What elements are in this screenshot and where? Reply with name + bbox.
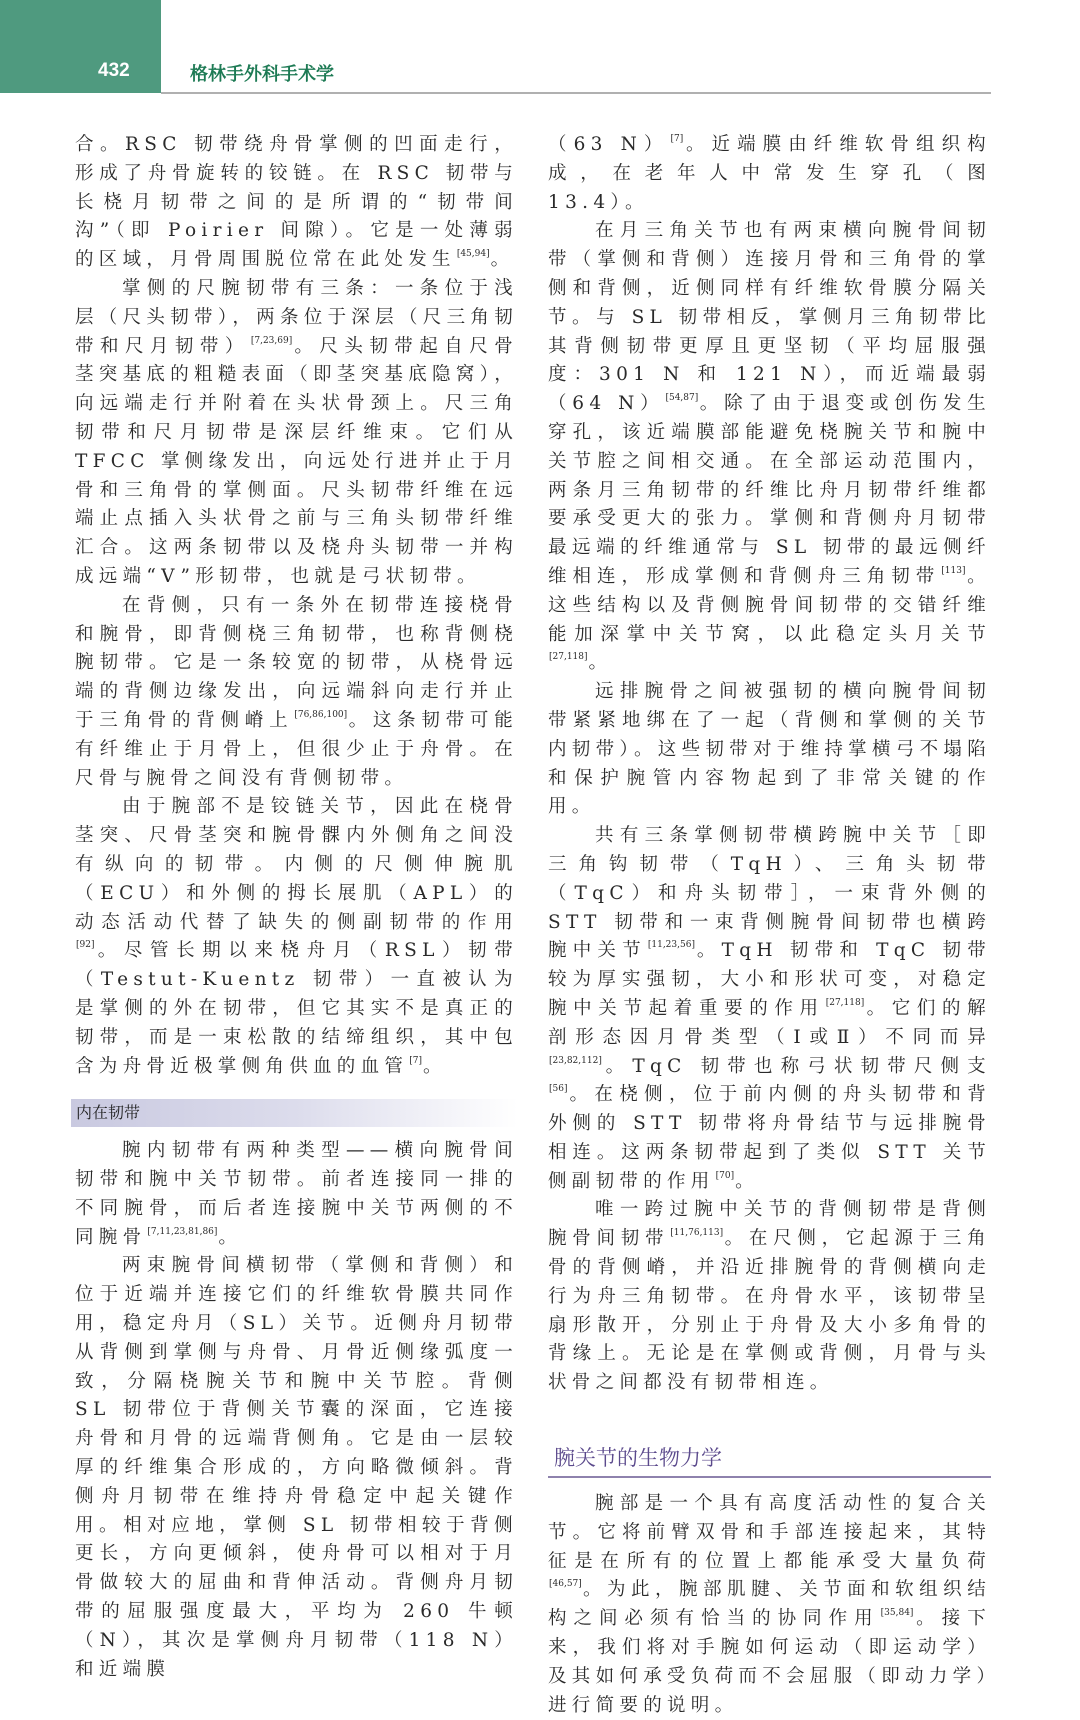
- paragraph-text: 。接下来，我们将对手腕如何运动（即运动学）及其如何承受负荷而不会屈服（即动力学）进行简要的说明。: [548, 1608, 991, 1716]
- page-number: 432: [98, 60, 130, 81]
- paragraph-text: 。TqC 韧带也称弓状韧带尺侧支: [602, 1055, 991, 1077]
- citation-ref: [11,23,56]: [647, 940, 695, 951]
- citation-ref: [76,86,100]: [294, 709, 348, 720]
- body-paragraph: [548, 822, 991, 1196]
- right-paragraphs: [548, 131, 991, 1398]
- header-color-block: [0, 0, 161, 93]
- paragraph-text: 共有三条掌侧韧带横跨腕中关节［即三角钩韧带（TqH）、三角头韧带（TqC）和舟头韧带］，一束背外侧的 STT 韧带和一束背侧腕骨间韧带也横跨腕中关节: [548, 825, 991, 962]
- paragraph-text: 。除了由于退变或创伤发生穿孔，该近端膜部能避免桡腕关节和腕中关节腔之间相交通。在全部运动范围内，两条月三角韧带的纤维比舟月韧带纤维都要承受更大的张力。掌侧和背侧舟月韧带最远端的纤维通常与 SL 韧带的最远侧纤维相连，形成掌侧和背侧舟三角韧带: [548, 393, 991, 587]
- paragraph-text: 。为此，腕部肌腱、关节面和软组织结构之间必须有恰当的协同作用: [548, 1579, 991, 1630]
- right-paragraphs-2: [548, 1490, 991, 1720]
- citation-ref: [7]: [670, 134, 684, 144]
- body-paragraph: [75, 592, 518, 794]
- paragraph-text: 腕内韧带有两种类型——横向腕骨间韧带和腕中关节韧带。前者连接同一排的不同腕骨，而后者连接腕中关节两侧的不同腕骨: [75, 1140, 518, 1248]
- citation-ref: [46,57]: [549, 1579, 582, 1590]
- paragraph-text: 。: [588, 652, 613, 674]
- body-paragraph: [548, 131, 991, 217]
- citation-ref: [7,23,69]: [250, 335, 293, 346]
- paragraph-text: 。它们的解剖形态因月骨类型（Ⅰ或Ⅱ）不同而异: [548, 997, 991, 1048]
- citation-ref: [27,118]: [825, 997, 865, 1008]
- body-paragraph: [75, 1137, 518, 1252]
- citation-ref: [70]: [715, 1170, 735, 1181]
- citation-ref: [11,76,113]: [670, 1228, 724, 1239]
- citation-ref: [45,94]: [456, 249, 490, 260]
- body-paragraph: [75, 1252, 518, 1684]
- paragraph-text: 。: [218, 1226, 243, 1248]
- body-paragraph: [548, 217, 991, 678]
- paragraph-text: 。近端膜由纤维软骨组织构成，在老年人中常发生穿孔（图 13.4）。: [548, 134, 991, 213]
- paragraph-text: 。这条韧带可能有纤维止于月骨上，但很少止于舟骨。在尺骨与腕骨之间没有背侧韧带。: [75, 709, 518, 789]
- paragraph-text: 。: [422, 1055, 447, 1077]
- left-paragraphs: [75, 131, 518, 1081]
- paragraph-text: 。TqH 韧带和 TqC 韧带较为厚实强韧，大小和形状可变，对稳定腕中关节起着重要的作用: [548, 940, 991, 1019]
- paragraph-text: （63 N）: [548, 134, 670, 155]
- paragraph-text: 唯一跨过腕中关节的背侧韧带是背侧腕骨间韧带: [548, 1199, 991, 1250]
- section-heading-biomechanics: 腕关节的生物力学: [548, 1438, 991, 1478]
- left-column: [75, 131, 518, 1684]
- paragraph-text: 。在尺侧，它起源于三角骨的背侧嵴，并沿近排腕骨的背侧横向走行为舟三角韧带。在舟骨水平，该韧带呈扇形散开，分别止于舟骨及大小多角骨的背缘上。无论是在掌侧或背侧，月骨与头状骨之间都没有韧带相连。: [548, 1228, 991, 1394]
- right-column: [548, 131, 991, 1720]
- left-paragraphs-2: [75, 1137, 518, 1684]
- body-paragraph: [548, 678, 991, 822]
- paragraph-text: 由于腕部不是铰链关节，因此在桡骨茎突、尺骨茎突和腕骨髁内外侧角之间没有纵向的韧带。内侧的尺侧伸腕肌（ECU）和外侧的拇长展肌（APL）的动态活动代替了缺失的侧副韧带的作用: [75, 796, 518, 933]
- paragraph-text: 腕部是一个具有高度活动性的复合关节。它将前臂双骨和手部连接起来，其特征是在所有的位置上都能承受大量负荷: [548, 1493, 991, 1572]
- paragraph-text: 掌侧的尺腕韧带有三条：一条位于浅层（尺头韧带），两条位于深层（尺三角韧带和尺月韧带）: [75, 277, 518, 357]
- citation-ref: [27,118]: [549, 652, 588, 663]
- section-heading-intrinsic-ligaments: 内在韧带: [71, 1099, 518, 1127]
- paragraph-text: 两束腕骨间横韧带（掌侧和背侧）和位于近端并连接它们的纤维软骨膜共同作用，稳定舟月（SL）关节。近侧舟月韧带从背侧到掌侧与舟骨、月骨近侧缘弧度一致，分隔桡腕关节和腕中关节腔。背侧 SL 韧带位于背侧关节囊的深面，它连接舟骨和月骨的远端背侧角。它是由一层较厚的纤维集合形成的，方向略微倾斜。背侧舟月韧带在维持舟骨稳定中起关键作用。相对应地，掌侧 SL 韧带相较于背侧更长，方向更倾斜，使舟骨可以相对于月骨做较大的屈曲和背伸活动。背侧舟月韧带的屈服强度最大，平均为 260 牛顿（N），其次是掌侧舟月韧带（118 N）和近端膜: [75, 1255, 518, 1680]
- header-divider: [161, 92, 991, 94]
- citation-ref: [7,11,23,81,86]: [147, 1226, 218, 1237]
- citation-ref: [7]: [409, 1055, 422, 1066]
- paragraph-text: 。尺头韧带起自尺骨茎突基底的粗糙表面（即茎突基底隐窝），向远端走行并附着在头状骨颈上。尺三角韧带和尺月韧带是深层纤维束。它们从 TFCC 掌侧缘发出，向远处行进并止于月骨和三角骨的掌侧面。尺头韧带纤维在远端止点插入头状骨之前与三角头韧带纤维汇合。这两条韧带以及桡舟头韧带一并构成远端“V”形韧带，也就是弓状韧带。: [75, 335, 519, 587]
- paragraph-text: 。: [735, 1170, 759, 1192]
- body-paragraph: [75, 275, 518, 592]
- paragraph-text: 。这些结构以及背侧腕骨间韧带的交错纤维能加深掌中关节窝，以此稳定头月关节: [548, 565, 991, 645]
- citation-ref: [35,84]: [880, 1608, 914, 1619]
- citation-ref: [56]: [549, 1084, 568, 1095]
- paragraph-text: 远排腕骨之间被强韧的横向腕骨间韧带紧紧地绑在了一起（背侧和掌侧的关节内韧带）。这些韧带对于维持掌横弓不塌陷和保护腕管内容物起到了非常关键的作用。: [548, 681, 991, 818]
- paragraph-text: 。尽管长期以来桡舟月（RSL）韧带（Testut-Kuentz 韧带）一直被认为是掌侧的外在韧带，但它其实不是真正的韧带，而是一束松散的结缔组织，其中包含为舟骨近极掌侧角供血的血管: [75, 940, 518, 1077]
- citation-ref: [92]: [76, 940, 95, 951]
- citation-ref: [23,82,112]: [549, 1055, 602, 1066]
- paragraph-text: 合。RSC 韧带绕舟骨掌侧的凹面走行，形成了舟骨旋转的铰链。在 RSC 韧带与长桡月韧带之间的是所谓的“韧带间沟”（即 Poirier 间隙）。它是一处薄弱的区域，月骨周围脱位常在此处发生: [75, 134, 518, 271]
- citation-ref: [54,87]: [665, 393, 699, 404]
- paragraph-text: 。在桡侧，位于前内侧的舟头韧带和背外侧的 STT 韧带将舟骨结节与远排腕骨相连。这两条韧带起到了类似 STT 关节侧副韧带的作用: [548, 1084, 991, 1192]
- body-paragraph: [548, 1490, 991, 1720]
- paragraph-text: 在月三角关节也有两束横向腕骨间韧带（掌侧和背侧）连接月骨和三角骨的掌侧和背侧，近侧同样有纤维软骨膜分隔关节。与 SL 韧带相反，掌侧月三角韧带比其背侧韧带更厚且更坚韧（平均屈服强度：301 N 和 121 N），而近端最弱（64 N）: [548, 220, 991, 415]
- paragraph-text: 。: [490, 249, 515, 271]
- book-title: 格林手外科手术学: [190, 64, 334, 85]
- body-paragraph: [75, 793, 518, 1081]
- citation-ref: [113]: [941, 565, 966, 576]
- paragraph-text: 在背侧，只有一条外在韧带连接桡骨和腕骨，即背侧桡三角韧带，也称背侧桡腕韧带。它是一条较宽的韧带，从桡骨远端的背侧边缘发出，向远端斜向走行并止于三角骨的背侧嵴上: [75, 594, 518, 731]
- body-paragraph: [75, 131, 518, 275]
- body-paragraph: [548, 1196, 991, 1398]
